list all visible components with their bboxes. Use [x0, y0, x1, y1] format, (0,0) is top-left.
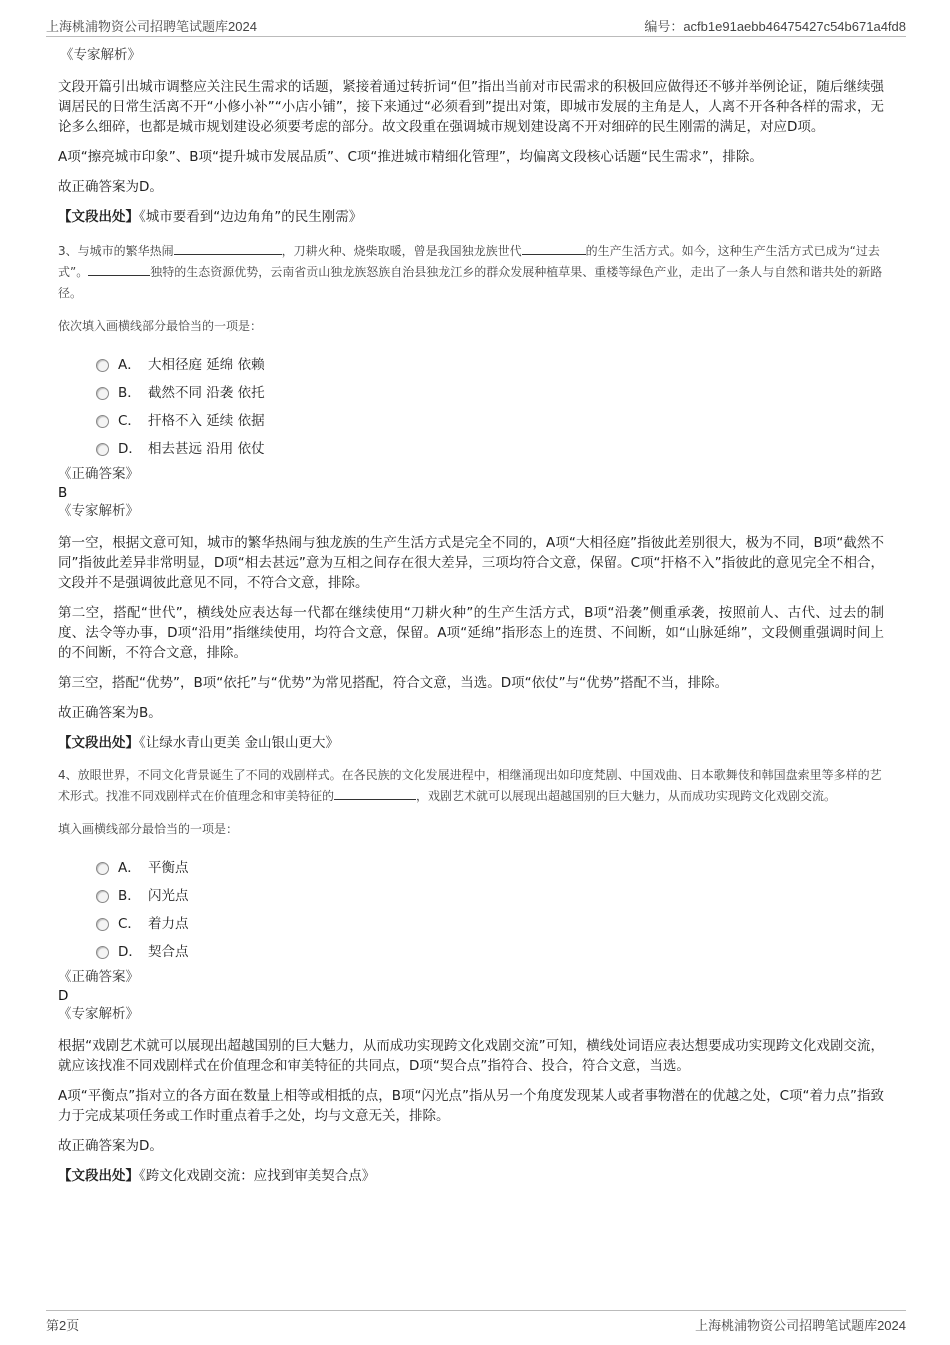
analysis-conclusion: 故正确答案为B。 — [58, 705, 162, 721]
analysis-paragraph: 第二空，搭配“世代”，横线处应表达每一代都在继续使用“刀耕火种”的生产生活方式，B项“沿袭”侧重承袭，按照前人、古代、过去的制度、法令等办事，D项“沿用”指继续使用，均符合文意，保留。A项“延绵”指形态上的连贯、不间断，如“山脉延绵”，文段侧重强调时间上的不间断，不符合文意，排除。 — [58, 605, 884, 661]
question-stem: 3、与城市的繁华热闹 ，刀耕火种、烧柴取暖，曾是我国独龙族世代 的生产生活方式。如今，这种生产生活方式已成为“过去式”。 独特的生态资源优势，云南省贡山独龙族怒族自治县独龙江乡的群众发展种植草果、重楼等绿色产业，走出了一条人与自然和谐共处的新路径。 — [58, 244, 883, 300]
radio-button-icon[interactable] — [96, 918, 109, 931]
footer-title: 上海桃浦物资公司招聘笔试题库2024 — [695, 1318, 906, 1333]
correct-answer-label: 《正确答案》 — [58, 466, 139, 482]
answer-blank — [522, 242, 586, 255]
radio-button-icon[interactable] — [96, 387, 109, 400]
analysis-paragraph: 文段开篇引出城市调整应关注民生需求的话题，紧接着通过转折词“但”指出当前对市民需求的积极回应做得还不够并举例论证，随后继续强调居民的日常生活离不开“小修小补”“小店小铺”，接下来通过“必须看到”提出对策，即城市发展的主角是人，人离不开各种各样的需求，无论多么细碎，也都是城市规划建设必须要考虑的部分。故文段重在强调城市规划建设离不开对细碎的民生刚需的满足，对应D项。 — [58, 79, 884, 135]
radio-button-icon[interactable] — [96, 415, 109, 428]
source-line — [58, 733, 884, 753]
option-a[interactable]: A． 大相径庭 延绵 依赖 — [58, 351, 884, 379]
correct-answer: B — [58, 485, 68, 501]
option-a[interactable]: A． 平衡点 — [58, 854, 884, 882]
answer-blank — [334, 787, 416, 800]
source-title: 《城市要看到“边边角角”的民生刚需》 — [139, 209, 363, 225]
analysis-paragraph: A项“平衡点”指对立的各方面在数量上相等或相抵的点，B项“闪光点”指从另一个角度发现某人或者事物潜在的优越之处，C项“着力点”指致力于完成某项任务或工作时重点着手之处，均与文意无关，排除。 — [58, 1088, 884, 1124]
options-list — [58, 854, 884, 966]
analysis-conclusion: 故正确答案为D。 — [58, 1138, 163, 1154]
option-c[interactable]: C． 着力点 — [58, 910, 884, 938]
source-line — [58, 1166, 884, 1186]
header-title: 上海桃浦物资公司招聘笔试题库2024 — [46, 19, 257, 34]
option-d[interactable]: D． 相去甚远 沿用 依仗 — [58, 435, 884, 463]
correct-answer: D — [58, 988, 69, 1004]
radio-button-icon[interactable] — [96, 946, 109, 959]
source-line — [58, 207, 884, 227]
radio-button-icon[interactable] — [96, 890, 109, 903]
source-tag: 【文段出处】 — [58, 1168, 139, 1184]
analysis-paragraph: 根据“戏剧艺术就可以展现出超越国别的巨大魅力，从而成功实现跨文化戏剧交流”可知，横线处词语应表达想要成功实现跨文化戏剧交流，就应该找准不同戏剧样式在价值理念和审美特征的共同点，D项“契合点”指符合、投合，符合文意，当选。 — [58, 1038, 884, 1074]
source-tag: 【文段出处】 — [58, 735, 139, 751]
analysis-conclusion: 故正确答案为D。 — [58, 179, 163, 195]
option-d[interactable]: D． 契合点 — [58, 938, 884, 966]
radio-button-icon[interactable] — [96, 862, 109, 875]
option-b[interactable]: B． 闪光点 — [58, 882, 884, 910]
option-c[interactable]: C． 扞格不入 延续 依据 — [58, 407, 884, 435]
answer-blank — [174, 242, 282, 255]
option-b[interactable]: B． 截然不同 沿袭 依托 — [58, 379, 884, 407]
analysis-paragraph: 第三空，搭配“优势”，B项“依托”与“优势”为常见搭配，符合文意，当选。D项“依仗”与“优势”搭配不当，排除。 — [58, 675, 729, 691]
question-prompt: 依次填入画横线部分最恰当的一项是： — [58, 319, 263, 333]
answer-blank — [88, 263, 150, 276]
correct-answer-label: 《正确答案》 — [58, 969, 139, 985]
page-number: 第2页 — [46, 1318, 80, 1333]
page-footer — [46, 1310, 906, 1335]
analysis-paragraph: A项“擦亮城市印象”、B项“提升城市发展品质”、C项“推进城市精细化管理”，均偏离文段核心话题“民生需求”，排除。 — [58, 149, 763, 165]
source-tag: 【文段出处】 — [58, 209, 139, 225]
question-stem: 4、放眼世界，不同文化背景诞生了不同的戏剧样式。在各民族的文化发展进程中，相继涌现出如印度梵剧、中国戏曲、日本歌舞伎和韩国盘索里等多样的艺术形式。找准不同戏剧样式在价值理念和审美特征的 ，戏剧艺术就可以展现出超越国别的巨大魅力，从而成功实现跨文化戏剧交流。 — [58, 768, 882, 803]
expert-analysis-label: 《专家解析》 — [58, 1006, 139, 1022]
question-prompt: 填入画横线部分最恰当的一项是： — [58, 822, 239, 836]
expert-analysis-label: 《专家解析》 — [58, 503, 139, 519]
analysis-paragraph: 第一空，根据文意可知，城市的繁华热闹与独龙族的生产生活方式是完全不同的，A项“大相径庭”指彼此差别很大，极为不同，B项“截然不同”指彼此差异非常明显，D项“相去甚远”意为互相之间存在很大差异，三项均符合文意，保留。C项“扞格不入”指彼此的意见完全不相合，文段并不是强调彼此意见不同，不符合文意，排除。 — [58, 535, 884, 591]
source-title: 《跨文化戏剧交流：应找到审美契合点》 — [139, 1168, 376, 1184]
page-header — [46, 14, 906, 37]
options-list — [58, 351, 884, 463]
source-title: 《让绿水青山更美 金山银山更大》 — [139, 735, 340, 751]
radio-button-icon[interactable] — [96, 443, 109, 456]
expert-analysis-label: 《专家解析》 — [60, 47, 141, 63]
header-doc-id: 编号：acfb1e91aebb46475427c54b671a4fd8 — [644, 19, 906, 34]
page-content — [58, 46, 884, 1186]
radio-button-icon[interactable] — [96, 359, 109, 372]
